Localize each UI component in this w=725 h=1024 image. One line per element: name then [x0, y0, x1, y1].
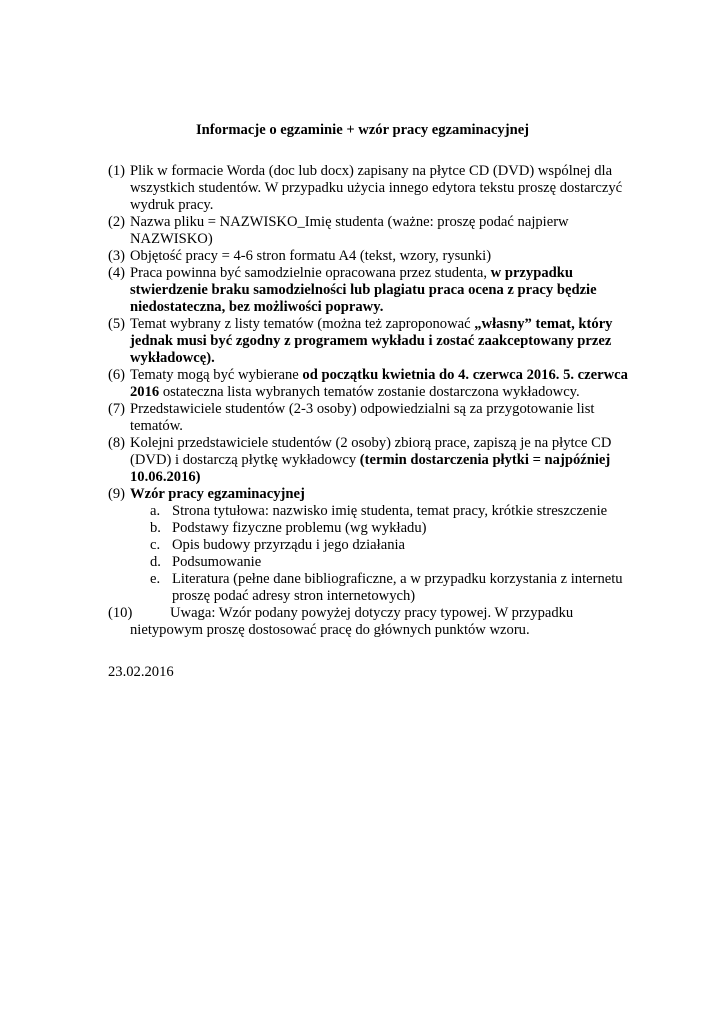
list-item [108, 435, 628, 486]
list-item-text-line1: Uwaga: Wzór podany powyżej dotyczy pracy typowej. W przypadku [170, 605, 574, 621]
list-item-number: (4) [108, 265, 126, 281]
text-run: Praca powinna być samodzielnie opracowana przez studenta, [130, 265, 491, 281]
list-item-text [130, 367, 628, 401]
list-item-text [130, 265, 628, 316]
list-item-number: (1) [108, 163, 126, 179]
text-run: Temat wybrany z listy tematów (można też zaproponować [130, 316, 475, 332]
sub-list-letter: d. [150, 554, 161, 570]
bold-text: w przypadku stwierdzenie braku samodzielności lub plagiatu praca ocena z pracy będzie niedostateczna, bez możliwości poprawy. [130, 265, 597, 315]
list-item-number: (9) [108, 486, 126, 502]
text-run: Objętość pracy = 4-6 stron formatu A4 (tekst, wzory, rysunki) [130, 248, 492, 264]
text-run: Nazwa pliku = NAZWISKO_Imię studenta (ważne: proszę podać najpierw NAZWISKO) [130, 214, 569, 247]
text-run: ostateczna lista wybranych tematów zostanie dostarczona wykładowcy. [159, 384, 580, 400]
numbered-list [108, 163, 628, 639]
sub-list-item [150, 554, 628, 571]
sub-list-text: Podstawy fizyczne problemu (wg wykładu) [172, 520, 427, 536]
list-item-text [130, 435, 628, 486]
sub-list-item [150, 520, 628, 537]
sub-list-letter: c. [150, 537, 161, 553]
list-item [108, 486, 628, 503]
bold-text: od początku kwietnia do 4. czerwca 2016. 5. czerwca 2016 [130, 367, 628, 400]
list-item [108, 214, 628, 248]
sub-list-letter: a. [150, 503, 161, 519]
list-item [108, 367, 628, 401]
list-item-number: (8) [108, 435, 126, 451]
list-item-number: (10) [108, 605, 133, 621]
list-item-10 [108, 605, 628, 639]
bold-text: Wzór pracy egzaminacyjnej [130, 486, 305, 502]
list-item-text-line2: nietypowym proszę dostosować pracę do głównych punktów wzoru. [130, 622, 530, 638]
list-item [108, 401, 628, 435]
list-item [108, 248, 628, 265]
text-run: Przedstawiciele studentów (2-3 osoby) odpowiedzialni są za przygotowanie list tematów. [130, 401, 595, 434]
list-item-number: (5) [108, 316, 126, 332]
list-item-text [130, 401, 628, 435]
sub-list-item [150, 537, 628, 554]
sub-list-text: Strona tytułowa: nazwisko imię studenta, temat pracy, krótkie streszczenie [172, 503, 608, 519]
list-item [108, 316, 628, 367]
sub-list-letter: e. [150, 571, 161, 587]
text-run: Plik w formacie Worda (doc lub docx) zapisany na płytce CD (DVD) wspólnej dla wszystkich studentów. W przypadku użycia innego edytora tekstu proszę dostarczyć wydruk pracy. [130, 163, 623, 213]
list-items [108, 163, 628, 503]
sub-list-item [150, 571, 628, 605]
document-date: 23.02.2016 [108, 664, 174, 680]
list-item [108, 265, 628, 316]
sub-list [108, 503, 628, 605]
text-run: Tematy mogą być wybierane [130, 367, 303, 383]
sub-list-text: Podsumowanie [172, 554, 262, 570]
list-item-text [130, 316, 628, 367]
list-item-number: (6) [108, 367, 126, 383]
sub-list-item [150, 503, 628, 520]
list-item-text [130, 486, 628, 503]
sub-list-text: Opis budowy przyrządu i jego działania [172, 537, 406, 553]
text-run: Kolejni przedstawiciele studentów (2 osoby) zbiorą prace, zapiszą je na płytce CD (DVD) i dostarczą płytkę wykładowcy [130, 435, 612, 468]
sub-list-letter: b. [150, 520, 161, 536]
list-item-text [130, 214, 628, 248]
list-item-number: (7) [108, 401, 126, 417]
document-title: Informacje o egzaminie + wzór pracy egzaminacyjnej [195, 122, 530, 138]
list-item-number: (2) [108, 214, 126, 230]
list-item-number: (3) [108, 248, 126, 264]
bold-text: „własny” temat, który jednak musi być zgodny z programem wykładu i zostać zaakceptowany przez wykładowcę). [130, 316, 613, 366]
list-item [108, 163, 628, 214]
sub-list-text: Literatura (pełne dane bibliograficzne, a w przypadku korzystania z internetu proszę podać adresy stron internetowych) [172, 571, 623, 604]
bold-text: (termin dostarczenia płytki = najpóźniej 10.06.2016) [130, 452, 611, 485]
list-item-text [130, 163, 628, 214]
list-item-text [130, 248, 628, 265]
